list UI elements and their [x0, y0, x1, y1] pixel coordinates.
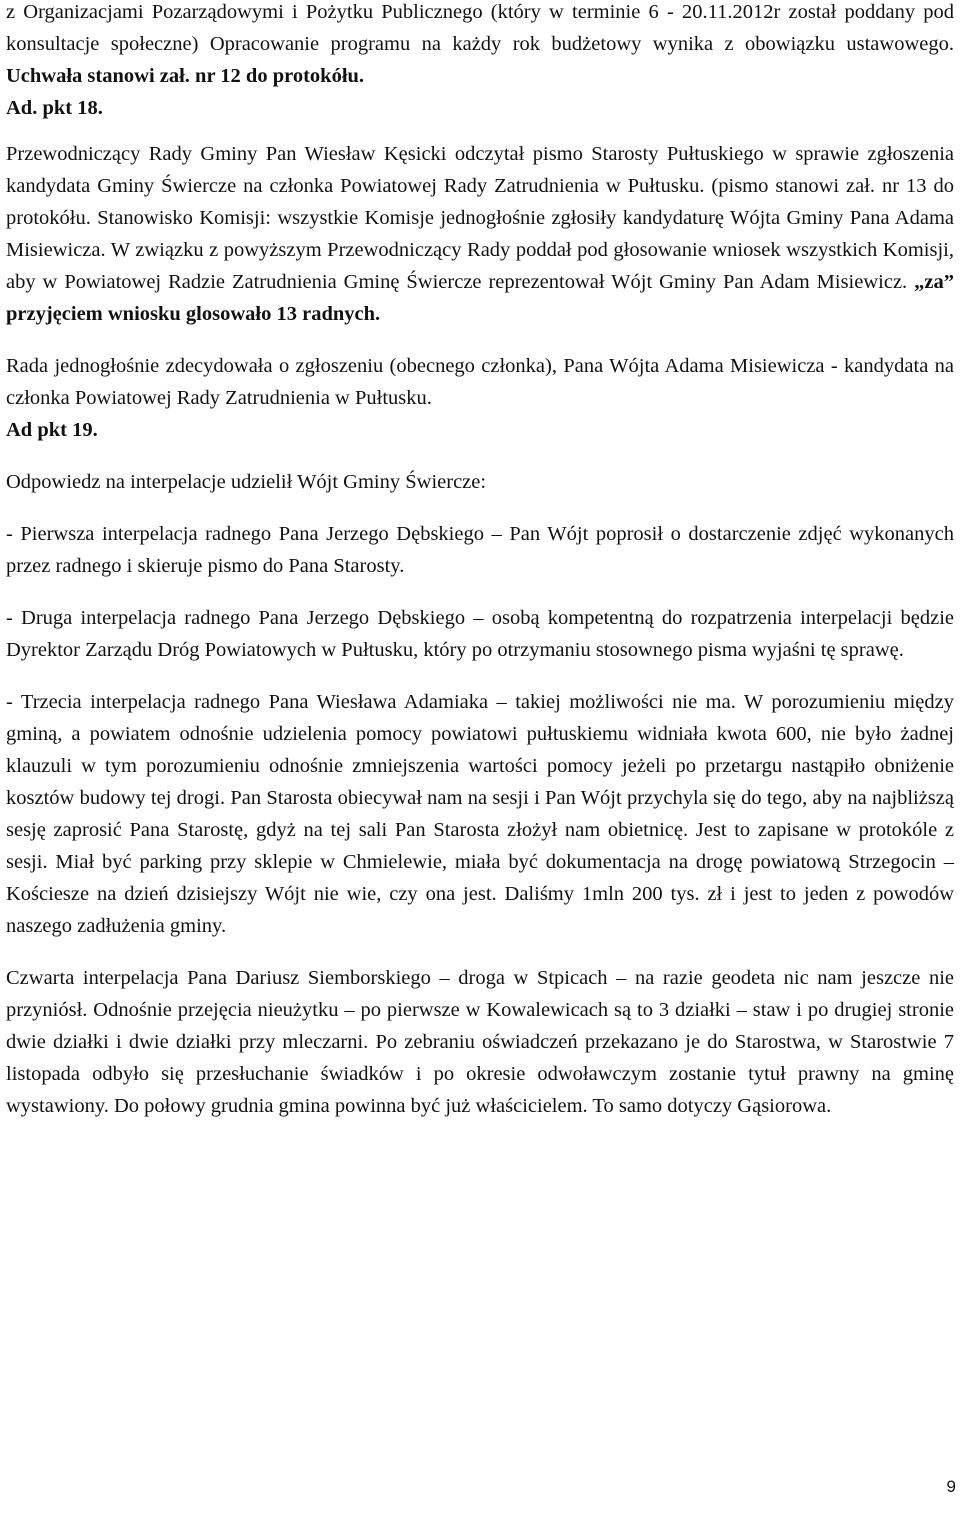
paragraph-third-interpellation: - Trzecia interpelacja radnego Pana Wiesława Adamiaka – takiej możliwości nie ma. W porozumieniu między gminą, a powiatem odnośnie udzielenia pomocy powiatowi pułtuskiemu widniała kwota 600, nie było żadnej klauzuli w tym porozumieniu odnośnie zmniejszenia wartości pomocy jeżeli po przetargu nastąpiło obniżenie kosztów budowy tej drogi. Pan Starosta obiecywał nam na sesji i Pan Wójt przychyla się do tego, aby na najbliższą sesję zaprosić Pana Starostę, gdyż na tej sali Pan Starosta złożył nam obietnicę. Jest to zapisane w protokóle z sesji. Miał być parking przy sklepie w Chmielewie, miała być dokumentacja na drogę powiatową Strzegocin – Kościesze na dzień dzisiejszy Wójt nie wie, czy ona jest. Daliśmy 1mln 200 tys. zł i jest to jeden z powodów naszego zadłużenia gminy.	[6, 691, 954, 937]
paragraph-program-consultation	[6, 0, 954, 92]
paragraph-text: Przewodniczący Rady Gminy Pan Wiesław Kęsicki odczytał pismo Starosty Pułtuskiego w sprawie zgłoszenia kandydata Gminy Świercze na członka Powiatowej Rady Zatrudnienia w Pułtusku. (pismo stanowi zał. nr 13 do protokółu. Stanowisko Komisji: wszystkie Komisje jednogłośnie zgłosiły kandydaturę Wójta Gminy Pana Adama Misiewicza. W związku z powyższym Przewodniczący Rady poddał pod głosowanie wniosek wszystkich Komisji, aby w Powiatowej Radzie Zatrudnienia Gminę Świercze reprezentował Wójt Gminy Pan Adam Misiewicz.	[6, 143, 954, 293]
paragraph-council-decision: Rada jednogłośnie zdecydowała o zgłoszeniu (obecnego członka), Pana Wójta Adama Misiewicza - kandydata na członka Powiatowej Rady Zatrudnienia w Pułtusku.	[6, 355, 954, 409]
document-page	[6, 0, 954, 1122]
attachment-note: Uchwała stanowi zał. nr 12 do protokółu.	[6, 65, 365, 87]
paragraph-fourth-interpellation: Czwarta interpelacja Pana Dariusz Siemborskiego – droga w Stpicach – na razie geodeta nic nam jeszcze nie przyniósł. Odnośnie przejęcia nieużytku – po pierwsze w Kowalewicach są to 3 działki – staw i po drugiej stronie dwie działki i dwie działki przy mleczarni. Po zebraniu oświadczeń przekazano je do Starostwa, w Starostwie 7 listopada odbyło się przesłuchanie świadków i po okresie odwoławczym zostanie tytuł prawny na gminę wystawiony. Do połowy grudnia gmina powinna być już właścicielem. To samo dotyczy Gąsiorowa.	[6, 967, 954, 1117]
paragraph-item-18	[6, 138, 954, 330]
paragraph-text: z Organizacjami Pozarządowymi i Pożytku Publicznego (który w terminie 6 - 20.11.2012r został poddany pod konsultacje społeczne) Opracowanie programu na każdy rok budżetowy wynika z obowiązku ustawowego.	[6, 1, 954, 55]
page-number: 9	[946, 1477, 956, 1496]
heading-item-19: Ad pkt 19.	[6, 419, 98, 441]
paragraph-second-interpellation: - Druga interpelacja radnego Pana Jerzego Dębskiego – osobą kompetentną do rozpatrzenia interpelacji będzie Dyrektor Zarządu Dróg Powiatowych w Pułtusku, który po otrzymaniu stosownego pisma wyjaśni tę sprawę.	[6, 607, 954, 661]
heading-item-18: Ad. pkt 18.	[6, 97, 103, 119]
paragraph-first-interpellation: - Pierwsza interpelacja radnego Pana Jerzego Dębskiego – Pan Wójt poprosił o dostarczenie zdjęć wykonanych przez radnego i skieruje pismo do Pana Starosty.	[6, 523, 954, 577]
paragraph-answer-intro: Odpowiedz na interpelacje udzielił Wójt Gminy Świercze:	[6, 471, 487, 493]
vote-result: „za” przyjęciem wniosku glosowało 13 radnych.	[6, 271, 954, 325]
